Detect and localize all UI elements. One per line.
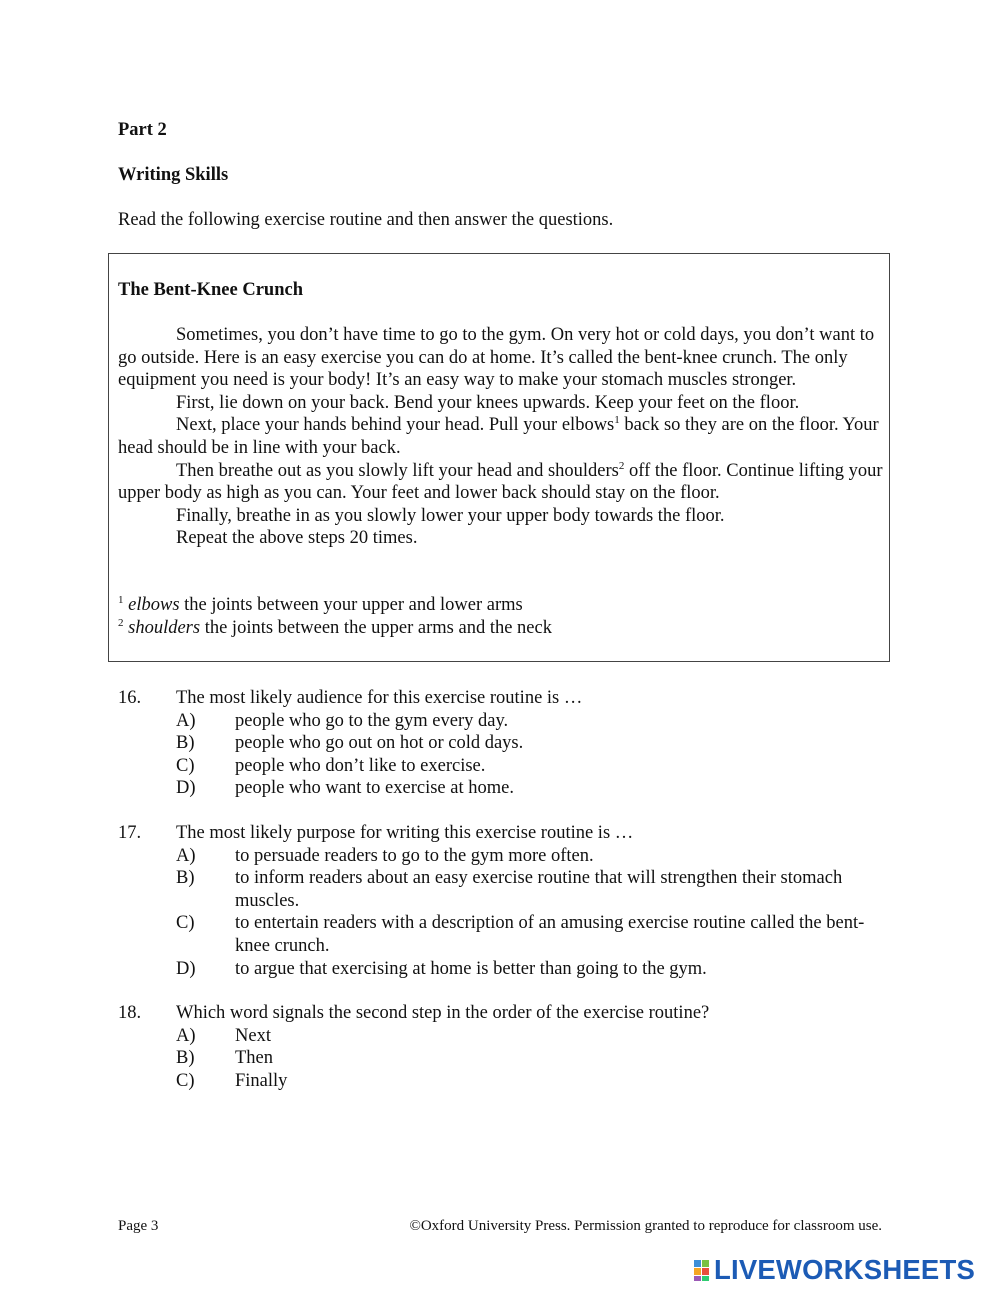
footnote-ref-2: 2 [618, 459, 625, 472]
answer-option[interactable]: D) people who want to exercise at home. [176, 778, 514, 799]
copyright-notice: ©Oxford University Press. Permission granted to reproduce for classroom use. [409, 1218, 882, 1234]
footnote-2: $^2$ shoulders the joints between the upper arms and the neck [118, 616, 552, 638]
section-heading: Writing Skills [118, 165, 229, 185]
footnotes [118, 594, 884, 639]
question-number: 18. [118, 1003, 142, 1023]
question-stem: The most likely audience for this exercise routine is … [176, 688, 583, 708]
answer-option[interactable]: C) people who don’t like to exercise. [176, 755, 486, 776]
question-17 [118, 822, 888, 980]
passage-paragraph-2: First, lie down on your back. Bend your knees upwards. Keep your feet on the floor. [176, 392, 800, 413]
answer-option[interactable]: C) to entertain readers with a description of an amusing exercise routine called the bent-knee crunch. [176, 913, 865, 956]
passage-paragraph-6: Repeat the above steps 20 times. [176, 528, 418, 549]
question-stem: Which word signals the second step in the order of the exercise routine? [176, 1003, 710, 1023]
footnote-ref-1: 1 [614, 414, 620, 427]
question-18 [118, 1002, 888, 1092]
part-heading: Part 2 [118, 120, 167, 140]
passage-paragraph-3: Next, place your hands behind your head. Pull your elbows$^1$ back so they are on the floor. Your head should be in line with your back. [118, 414, 879, 458]
answer-option[interactable]: C) Finally [176, 1070, 288, 1091]
passage-paragraph-1: Sometimes, you don’t have time to go to the gym. On very hot or cold days, you don’t want to go outside. Here is an easy exercise you can do at home. It’s called the bent-knee crunch. The only equipment you need is your body! It’s an easy way to make your stomach muscles stronger. [118, 325, 875, 391]
passage-title: The Bent-Knee Crunch [118, 280, 303, 300]
answer-option[interactable]: A) to persuade readers to go to the gym more often. [176, 845, 594, 866]
question-number: 17. [118, 823, 142, 843]
question-stem: The most likely purpose for writing this exercise routine is … [176, 823, 634, 843]
liveworksheets-watermark [694, 1256, 988, 1286]
footnote-1: $^1$ elbows the joints between your upper and lower arms [118, 593, 523, 615]
passage-paragraph-5: Finally, breathe in as you slowly lower your upper body towards the floor. [176, 505, 725, 526]
answer-option[interactable]: B) to inform readers about an easy exercise routine that will strengthen their stomach muscles. [176, 868, 843, 911]
passage-paragraph-4: Then breathe out as you slowly lift your head and shoulders$^2$ off the floor. Continue lifting your upper body as high as you can. Your feet and lower back should stay on the floor. [118, 459, 883, 504]
page-number: Page 3 [118, 1218, 159, 1234]
answer-option[interactable]: B) Then [176, 1048, 274, 1069]
question-number: 16. [118, 688, 142, 708]
answer-option[interactable]: B) people who go out on hot or cold days. [176, 733, 524, 754]
instructions: Read the following exercise routine and then answer the questions. [118, 210, 614, 230]
answer-option[interactable]: A) people who go to the gym every day. [176, 710, 509, 731]
answer-option[interactable]: D) to argue that exercising at home is better than going to the gym. [176, 958, 707, 979]
answer-option[interactable]: A) Next [176, 1025, 271, 1046]
passage-body [118, 324, 884, 550]
question-16 [118, 687, 888, 800]
watermark-text: LIVEWORKSHEETS [714, 1254, 976, 1285]
liveworksheets-logo-icon [694, 1260, 711, 1282]
